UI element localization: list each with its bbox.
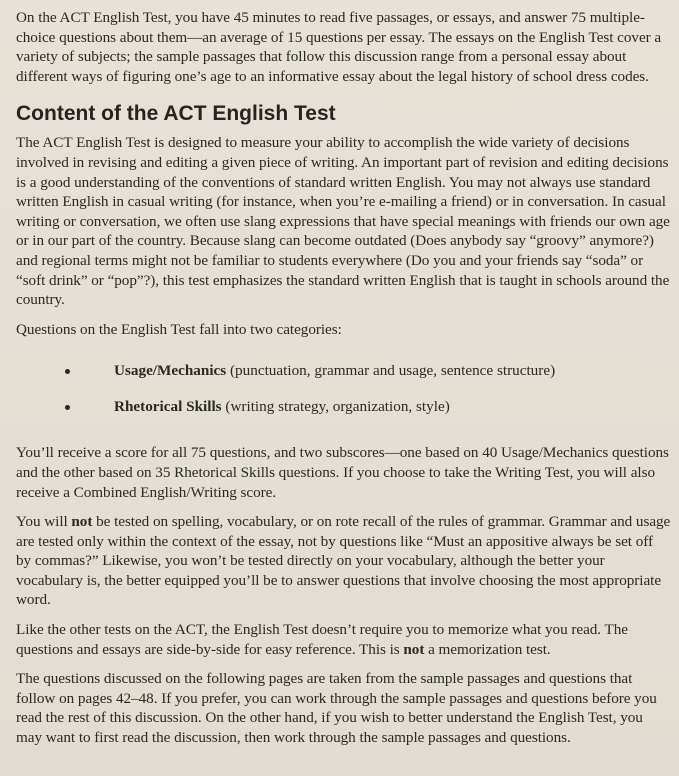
memorize-text-b: a memorization test.	[424, 640, 551, 658]
not-tested-paragraph	[16, 512, 671, 610]
scores-paragraph: You’ll receive a score for all 75 questions, and two subscores—one based on 40 Usage/Mechanics questions and the other based on 35 Rhetorical Skills questions. If you choose to take the Writing Test, you will also receive a Combined English/Writing score.	[16, 444, 669, 501]
category-term: Rhetorical Skills	[114, 398, 222, 416]
list-item	[16, 397, 671, 417]
sample-questions-paragraph: The questions discussed on the following pages are taken from the sample passages and questions that follow on pages 42–48. If you prefer, you can work through the sample passages and questions before you read the rest of this discussion. On the other hand, if you wish to better understand the English Test, you may want to first read the discussion, then work through the sample passages and questions.	[16, 670, 657, 747]
category-term: Usage/Mechanics	[114, 362, 227, 380]
intro-paragraph: On the ACT English Test, you have 45 minutes to read five passages, or essays, and answer 75 multiple-choice questions about them—an average of 15 questions per essay. The essays on the English Test cover a variety of subjects; the sample passages that follow this discussion range from a personal essay about different ways of figuring one’s age to an informative essay about the legal history of school dress codes.	[16, 9, 662, 85]
not-tested-emphasis: not	[71, 513, 93, 531]
category-text	[114, 397, 450, 417]
section-heading: Content of the ACT English Test	[16, 102, 336, 126]
memorize-text-a: Like the other tests on the ACT, the English Test doesn’t require you to memorize what you read. The questions and essays are side-by-side for easy reference. This is	[16, 621, 628, 658]
list-item	[16, 361, 671, 381]
categories-intro-paragraph: Questions on the English Test fall into two categories:	[16, 320, 342, 338]
not-tested-text-b: be tested on spelling, vocabulary, or on rote recall of the rules of grammar. Grammar and usage are tested only within the context of the essay, not by questions like “Must an appositive always be set off by commas?” Likewise, you won’t be tested directly on your vocabulary, although the better your vocabulary is, the better equipped you’ll be to answer questions that involve choosing the most appropriate word.	[16, 513, 671, 609]
memorize-emphasis: not	[403, 640, 425, 658]
bullet-icon	[65, 369, 70, 374]
category-list	[16, 361, 671, 417]
not-tested-text-a: You will	[16, 513, 72, 531]
memorize-paragraph	[16, 620, 671, 659]
category-detail: (punctuation, grammar and usage, sentence structure)	[226, 362, 556, 380]
category-detail: (writing strategy, organization, style)	[221, 398, 450, 416]
bullet-icon	[65, 405, 70, 410]
category-text	[114, 361, 555, 381]
content-paragraph-1: The ACT English Test is designed to measure your ability to accomplish the wide variety of decisions involved in revising and editing a given piece of writing. An important part of revision and editing decisions is a good understanding of the conventions of standard written English. You may not always use standard written English in casual writing (for instance, when you’re e-mailing a friend) or in conversation. In casual writing or conversation, we often use slang expressions that have special meanings with friends our own age or in our part of the country. Because slang can become outdated (Does anybody say “groovy” anymore?) and regional terms might not be familiar to students everywhere (Do you and your friends say “soda” or “soft drink” or “pop”?), this test emphasizes the standard written English that is taught in schools around the country.	[16, 134, 670, 309]
